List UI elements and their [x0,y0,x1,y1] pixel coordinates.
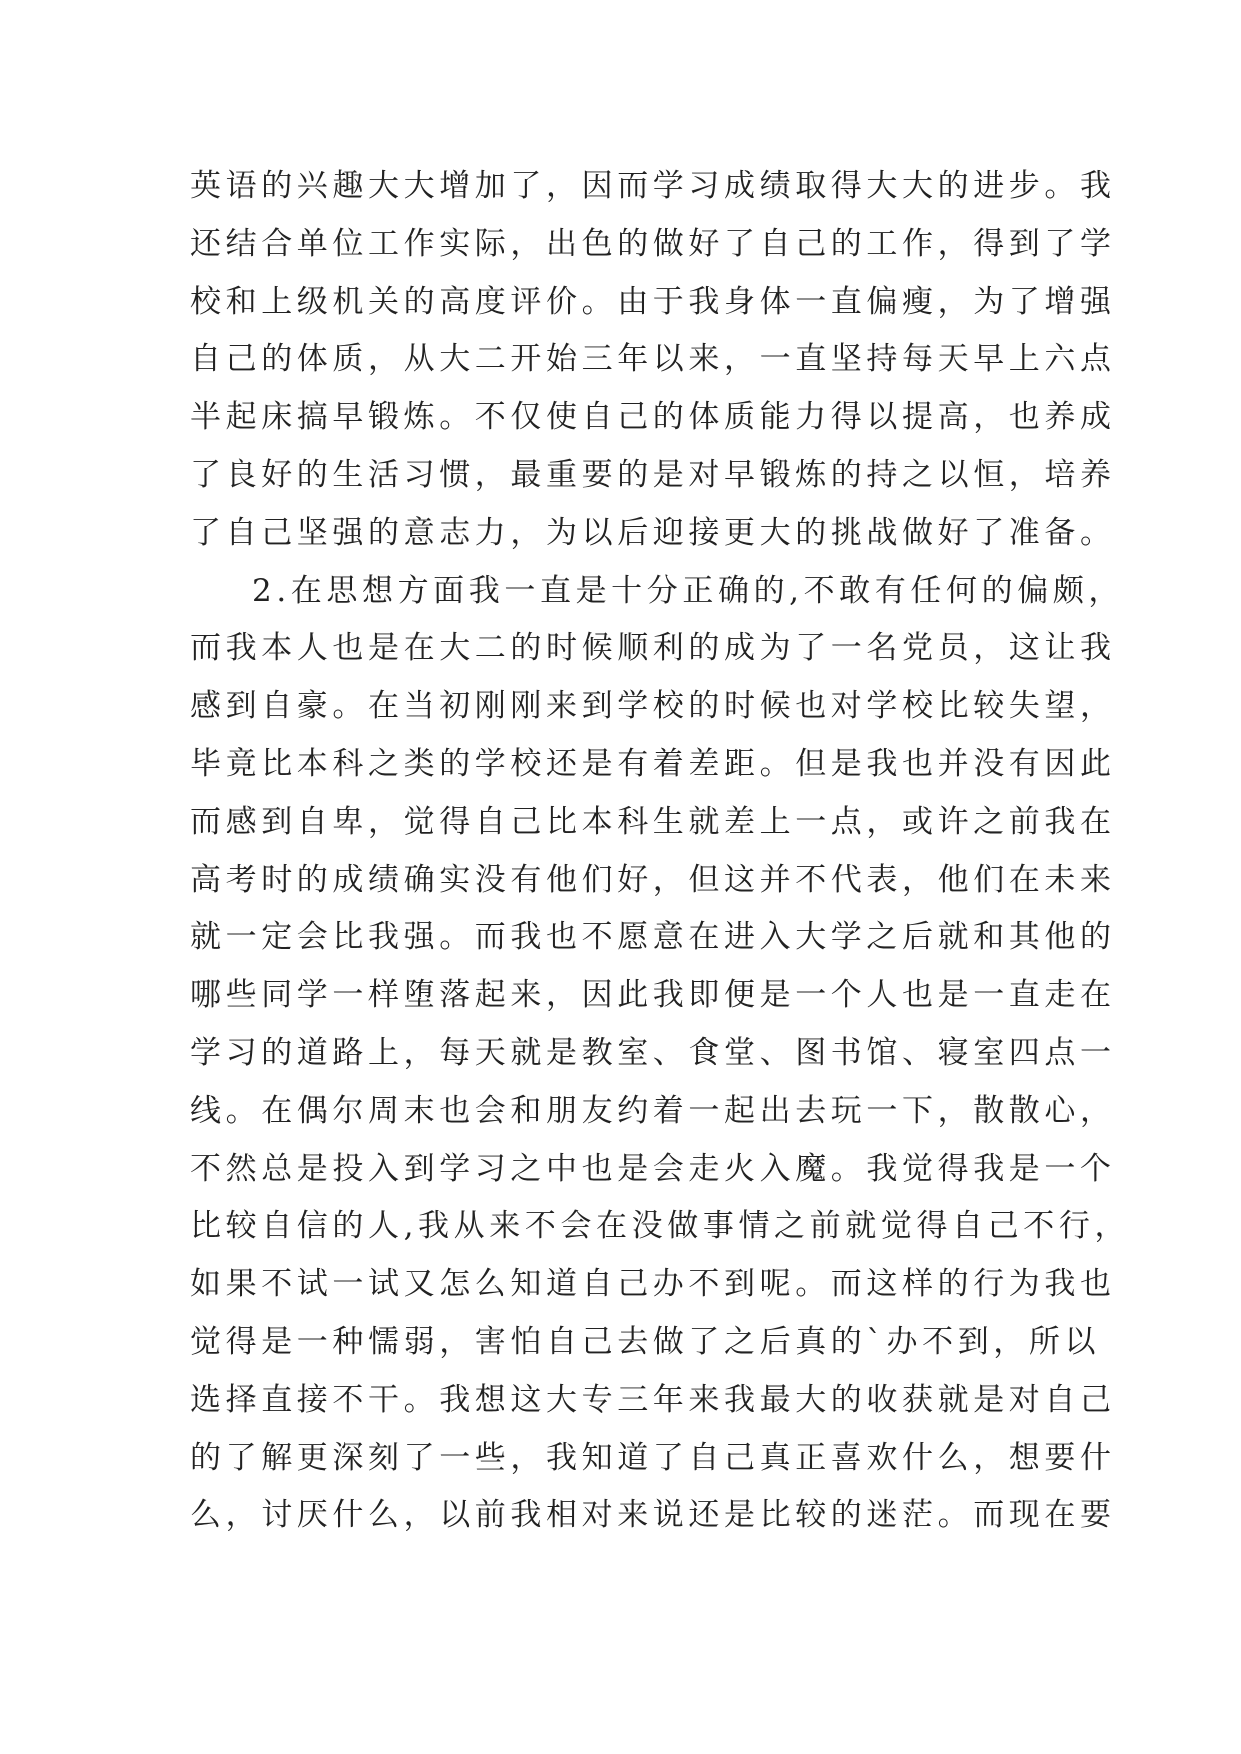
text-line: 了良好的生活习惯，最重要的是对早锻炼的持之以恒，培养 [190,456,1116,493]
body-text [190,158,1131,1545]
text-line: 学习的道路上，每天就是教室、食堂、图书馆、寝室四点一 [190,1034,1116,1071]
text-line: 的了解更深刻了一些，我知道了自己真正喜欢什么，想要什 [190,1439,1116,1476]
text-line: 校和上级机关的高度评价。由于我身体一直偏瘦，为了增强 [190,283,1116,320]
text-line: 选择直接不干。我想这大专三年来我最大的收获就是对自己 [190,1381,1116,1418]
text-line: 感到自豪。在当初刚刚来到学校的时候也对学校比较失望， [190,688,1116,725]
text-line: 比较自信的人,我从来不会在没做事情之前就觉得自己不行， [190,1208,1131,1245]
text-line: 哪些同学一样堕落起来，因此我即便是一个人也是一直走在 [190,977,1116,1014]
text-line: 线。在偶尔周末也会和朋友约着一起出去玩一下，散散心， [190,1092,1116,1129]
text-line: 自己的体质，从大二开始三年以来，一直坚持每天早上六点 [190,341,1116,378]
text-line: 么，讨厌什么，以前我相对来说还是比较的迷茫。而现在要 [190,1497,1116,1534]
text-line: 而我本人也是在大二的时候顺利的成为了一名党员，这让我 [190,630,1116,667]
text-line: 毕竟比本科之类的学校还是有着差距。但是我也并没有因此 [190,745,1116,782]
text-line: 英语的兴趣大大增加了，因而学习成绩取得大大的进步。我 [190,168,1116,204]
text-line: 不然总是投入到学习之中也是会走火入魔。我觉得我是一个 [190,1150,1116,1187]
text-line: 高考时的成绩确实没有他们好，但这并不代表，他们在未来 [190,861,1116,898]
text-line: 还结合单位工作实际，出色的做好了自己的工作，得到了学 [190,225,1116,262]
text-line: 半起床搞早锻炼。不仅使自己的体质能力得以提高，也养成 [190,399,1116,436]
text-line: 了自己坚强的意志力，为以后迎接更大的挑战做好了准备。 [190,514,1116,551]
text-line: 如果不试一试又怎么知道自己办不到呢。而这样的行为我也 [190,1266,1116,1303]
text-line: 而感到自卑，觉得自己比本科生就差上一点，或许之前我在 [190,803,1116,840]
text-line: 觉得是一种懦弱，害怕自己去做了之后真的`办不到，所以 [190,1323,1101,1360]
text-line: 就一定会比我强。而我也不愿意在进入大学之后就和其他的 [190,919,1116,956]
text-line: 2.在思想方面我一直是十分正确的,不敢有任何的偏颇， [252,572,1125,609]
